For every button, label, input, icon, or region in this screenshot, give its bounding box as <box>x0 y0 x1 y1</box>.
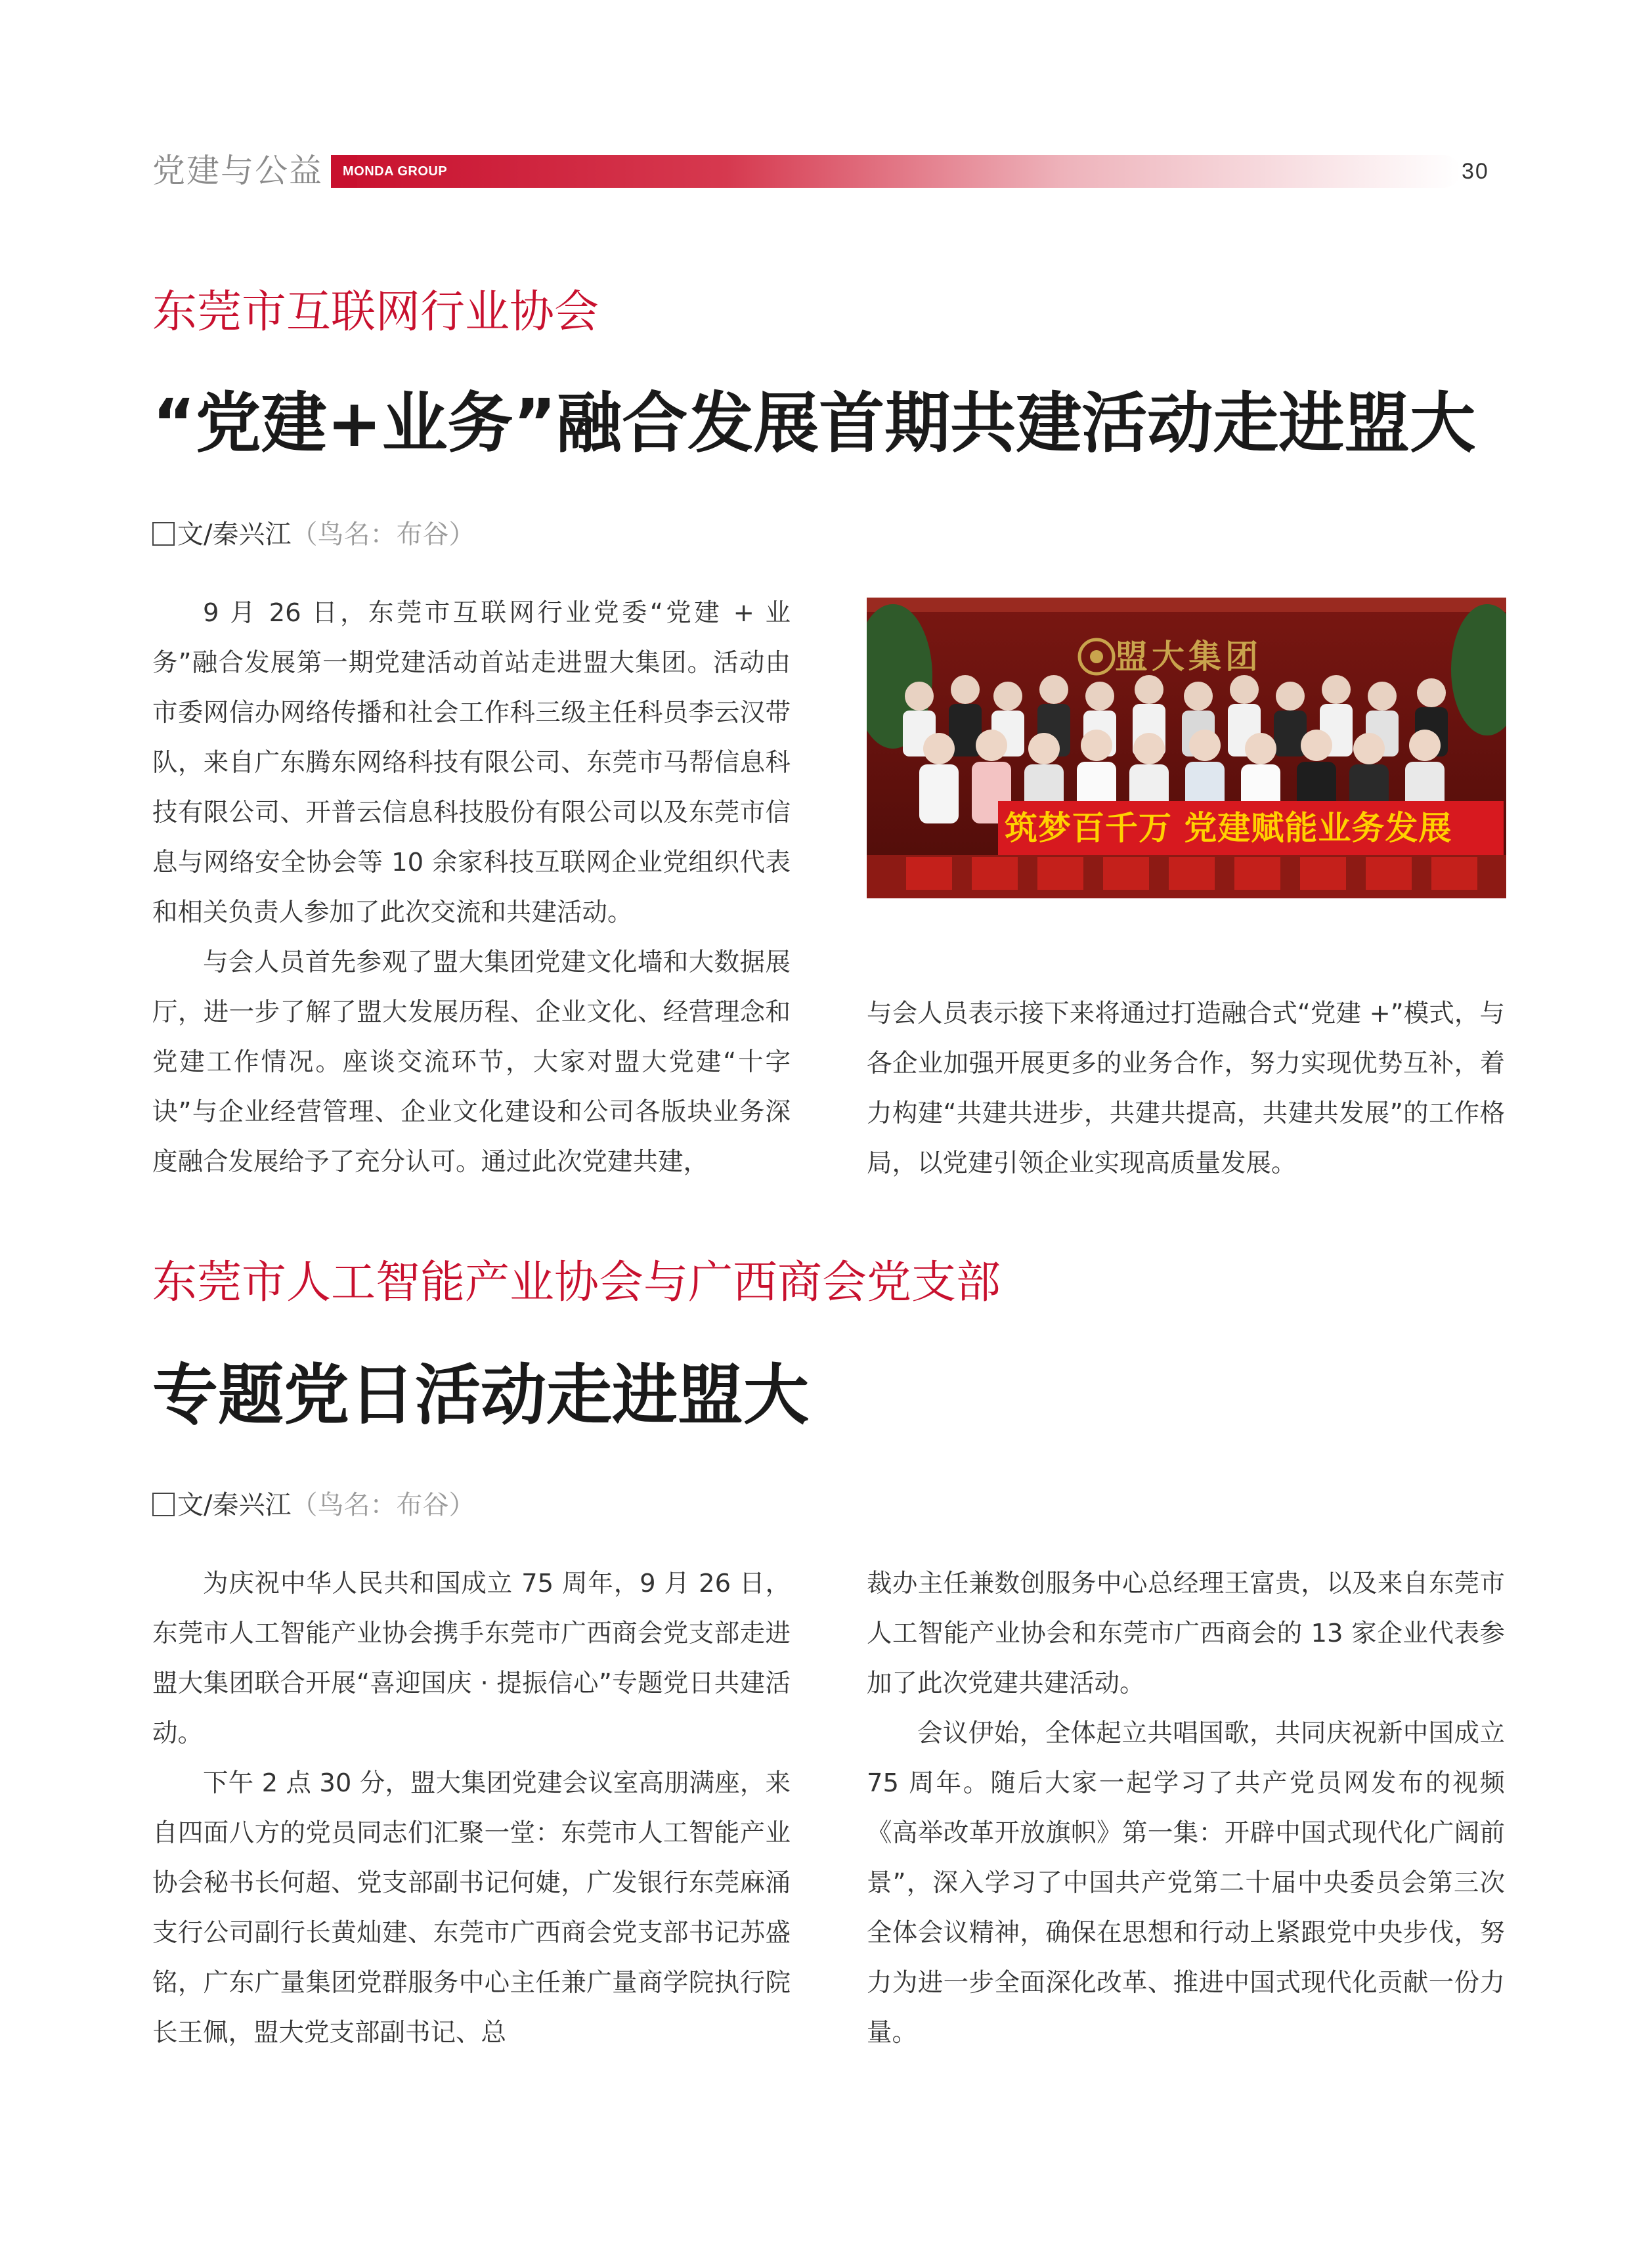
byline-author: 文/秦兴江 <box>177 1490 292 1520</box>
paragraph: 会议伊始，全体起立共唱国歌，共同庆祝新中国成立 75 周年。随后大家一起学习了共产党员网发布的视频《高举改革开放旗帜》第一集：开辟中国式现代化广阔前景”，深入学习了中国共产党第二十届中央委员会第三次全体会议精神，确保在思想和行动上紧跟党中央步伐，努力为进一步全面深化改革、推进中国式现代化贡献一份力量。 <box>867 1719 1505 2048</box>
group-photo <box>867 598 1506 898</box>
article2-subtitle: 东莞市人工智能产业协会与广西商会党支部 <box>152 1257 1001 1309</box>
page-number: 30 <box>1462 159 1489 184</box>
paragraph: 下午 2 点 30 分，盟大集团党建会议室高朋满座，来自四面八方的党员同志们汇聚一堂：东莞市人工智能产业协会秘书长何超、党支部副书记何婕，广发银行东莞麻涌支行公司副行长黄灿建、东莞市广西商会党支部书记苏盛铭，广东广量集团党群服务中心主任兼广量商学院执行院长王佩，盟大党支部副书记、总 <box>152 1768 791 2048</box>
square-icon <box>152 522 175 546</box>
article1-byline <box>152 515 475 554</box>
photo-sign-text: 盟大集团 <box>1115 638 1262 676</box>
article1-title: “党建+业务”融合发展首期共建活动走进盟大 <box>152 385 1476 462</box>
article2-title: 专题党日活动走进盟大 <box>152 1357 809 1434</box>
square-icon <box>152 1493 175 1516</box>
paragraph: 为庆祝中华人民共和国成立 75 周年，9 月 26 日，东莞市人工智能产业协会携手东莞市广西商会党支部走进盟大集团联合开展“喜迎国庆 · 提振信心”专题党日共建活动。 <box>152 1569 791 1748</box>
photo-banner-text: 筑梦百千万 党建赋能业务发展 <box>1005 809 1452 847</box>
article1-right-column <box>867 989 1505 1189</box>
paragraph: 裁办主任兼数创服务中心总经理王富贵，以及来自东莞市人工智能产业协会和东莞市广西商会的 13 家企业代表参加了此次党建共建活动。 <box>867 1569 1505 1698</box>
article2-right-column <box>867 1559 1505 2058</box>
byline-alias: （鸟名：布谷） <box>291 519 475 550</box>
byline-alias: （鸟名：布谷） <box>291 1490 475 1520</box>
byline-author: 文/秦兴江 <box>177 519 292 550</box>
paragraph: 与会人员首先参观了盟大集团党建文化墙和大数据展厅，进一步了解了盟大发展历程、企业文化、经营理念和党建工作情况。座谈交流环节，大家对盟大党建“十字诀”与企业经营管理、企业文化建设和公司各版块业务深度融合发展给予了充分认可。通过此次党建共建， <box>152 948 791 1177</box>
article2-byline <box>152 1485 475 1525</box>
section-title: 党建与公益 <box>152 152 323 190</box>
brand-label: MONDA GROUP <box>343 164 448 179</box>
article2-left-column <box>152 1559 791 2058</box>
article1-left-column <box>152 588 791 1187</box>
paragraph: 9 月 26 日，东莞市互联网行业党委“党建 + 业务”融合发展第一期党建活动首站走进盟大集团。活动由市委网信办网络传播和社会工作科三级主任科员李云汉带队，来自广东腾东网络科技有限公司、东莞市马帮信息科技有限公司、开普云信息科技股份有限公司以及东莞市信息与网络安全协会等 10 余家科技互联网企业党组织代表和相关负责人参加了此次交流和共建活动。 <box>152 598 791 927</box>
paragraph: 与会人员表示接下来将通过打造融合式“党建 +”模式，与各企业加强开展更多的业务合作，努力实现优势互补，着力构建“共建共进步，共建共提高，共建共发展”的工作格局，以党建引领企业实现高质量发展。 <box>867 999 1505 1178</box>
article1-subtitle: 东莞市互联网行业协会 <box>152 286 599 338</box>
header-gradient-bar <box>331 155 1460 188</box>
